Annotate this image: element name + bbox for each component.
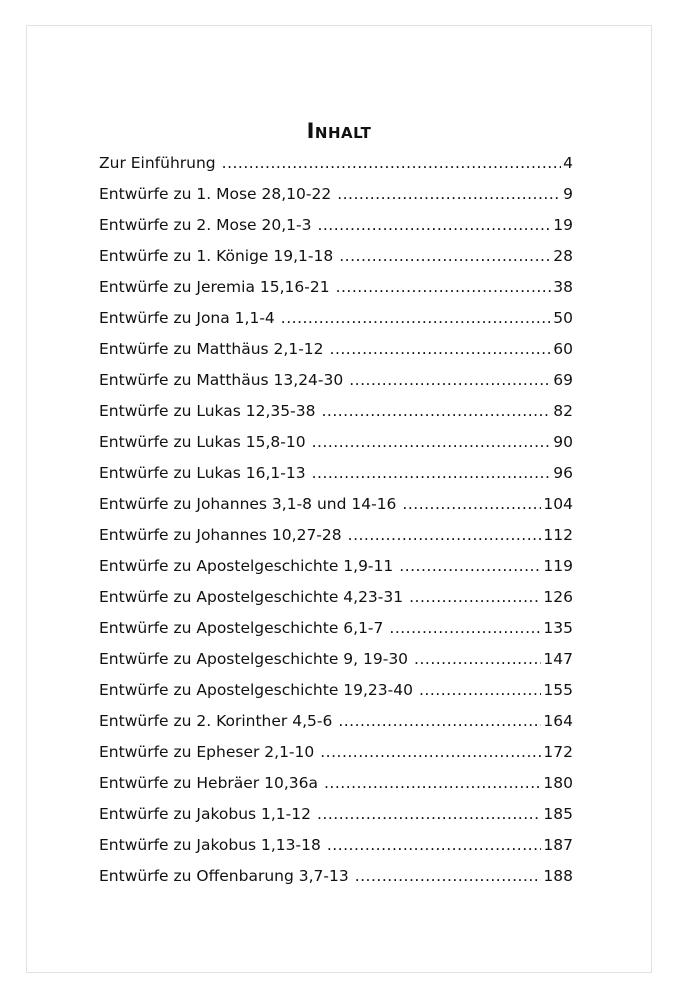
toc-entry-page-number: 187 bbox=[543, 836, 573, 854]
toc-entry bbox=[99, 867, 573, 898]
toc-entry-label: Entwürfe zu Matthäus 13,24-30 bbox=[99, 371, 344, 389]
toc-entry bbox=[99, 309, 573, 340]
toc-entry-label: Entwürfe zu Lukas 12,35-38 bbox=[99, 402, 316, 420]
toc-dot-leader bbox=[320, 743, 541, 761]
toc-entry-page-number: 180 bbox=[543, 774, 573, 792]
toc-entry bbox=[99, 743, 573, 774]
page-title: Inhalt bbox=[306, 119, 372, 143]
toc-entry-label: Entwürfe zu Epheser 2,1-10 bbox=[99, 743, 315, 761]
toc-entry bbox=[99, 588, 573, 619]
toc-entry-label: Entwürfe zu Apostelgeschichte 4,23-31 bbox=[99, 588, 404, 606]
toc-entry-page-number: 155 bbox=[543, 681, 573, 699]
toc-entry-page-number: 147 bbox=[543, 650, 573, 668]
toc-entry bbox=[99, 278, 573, 309]
toc-entry-label: Entwürfe zu Lukas 16,1-13 bbox=[99, 464, 306, 482]
toc-entry-page-number: 126 bbox=[543, 588, 573, 606]
toc-dot-leader bbox=[419, 681, 541, 699]
toc-entry bbox=[99, 340, 573, 371]
toc-entry-page-number: 82 bbox=[553, 402, 573, 420]
toc-dot-leader bbox=[317, 805, 541, 823]
toc-dot-leader bbox=[324, 774, 541, 792]
toc-entry bbox=[99, 619, 573, 650]
toc-entry bbox=[99, 495, 573, 526]
toc-entry-label: Entwürfe zu Apostelgeschichte 9, 19-30 bbox=[99, 650, 409, 668]
toc-entry bbox=[99, 402, 573, 433]
toc-entry-page-number: 9 bbox=[563, 185, 573, 203]
toc-entry-page-number: 69 bbox=[553, 371, 573, 389]
toc-entry-page-number: 185 bbox=[543, 805, 573, 823]
toc-entry-label: Entwürfe zu Matthäus 2,1-12 bbox=[99, 340, 324, 358]
toc-dot-leader bbox=[312, 433, 552, 451]
toc-entry bbox=[99, 681, 573, 712]
toc-entry-label: Entwürfe zu Jakobus 1,13-18 bbox=[99, 836, 321, 854]
toc-entry-label: Entwürfe zu Johannes 3,1-8 und 14-16 bbox=[99, 495, 397, 513]
toc-entry-page-number: 4 bbox=[563, 154, 573, 172]
toc-entry-label: Entwürfe zu Offenbarung 3,7-13 bbox=[99, 867, 349, 885]
toc-dot-leader bbox=[348, 526, 542, 544]
toc-dot-leader bbox=[339, 247, 551, 265]
toc-entry bbox=[99, 805, 573, 836]
toc-entry-label: Entwürfe zu 1. Könige 19,1-18 bbox=[99, 247, 334, 265]
toc-entry-label: Entwürfe zu 1. Mose 28,10-22 bbox=[99, 185, 332, 203]
toc-entry bbox=[99, 154, 573, 185]
toc-entry bbox=[99, 774, 573, 805]
toc-entry-label: Entwürfe zu Hebräer 10,36a bbox=[99, 774, 318, 792]
toc-entry-page-number: 96 bbox=[553, 464, 573, 482]
toc-entry-page-number: 90 bbox=[553, 433, 573, 451]
toc-dot-leader bbox=[330, 340, 552, 358]
toc-dot-leader bbox=[321, 402, 551, 420]
toc-entry-page-number: 112 bbox=[543, 526, 573, 544]
toc-entry-page-number: 188 bbox=[543, 867, 573, 885]
toc-entry-label: Entwürfe zu 2. Korinther 4,5-6 bbox=[99, 712, 333, 730]
document-page bbox=[26, 25, 652, 973]
toc-entry bbox=[99, 650, 573, 681]
toc-dot-leader bbox=[317, 216, 551, 234]
toc-dot-leader bbox=[355, 867, 542, 885]
toc-entry-label: Entwürfe zu Apostelgeschichte 19,23-40 bbox=[99, 681, 413, 699]
toc-dot-leader bbox=[338, 712, 541, 730]
toc-entry-page-number: 104 bbox=[543, 495, 573, 513]
toc-entry-label: Entwürfe zu Lukas 15,8-10 bbox=[99, 433, 306, 451]
toc-entry bbox=[99, 712, 573, 743]
toc-dot-leader bbox=[336, 278, 552, 296]
toc-entry-page-number: 135 bbox=[543, 619, 573, 637]
toc-dot-leader bbox=[414, 650, 541, 668]
toc-entry bbox=[99, 464, 573, 495]
toc-dot-leader bbox=[389, 619, 541, 637]
toc-entry bbox=[99, 216, 573, 247]
toc-dot-leader bbox=[337, 185, 561, 203]
toc-entry-label: Entwürfe zu Apostelgeschichte 1,9-11 bbox=[99, 557, 394, 575]
toc-entry-label: Entwürfe zu Jakobus 1,1-12 bbox=[99, 805, 311, 823]
toc-entry-label: Entwürfe zu Apostelgeschichte 6,1-7 bbox=[99, 619, 384, 637]
toc-entry bbox=[99, 557, 573, 588]
toc-dot-leader bbox=[399, 557, 541, 575]
table-of-contents bbox=[99, 154, 573, 898]
toc-entry-label: Entwürfe zu 2. Mose 20,1-3 bbox=[99, 216, 312, 234]
toc-entry bbox=[99, 185, 573, 216]
toc-dot-leader bbox=[409, 588, 541, 606]
toc-dot-leader bbox=[402, 495, 541, 513]
toc-entry-page-number: 164 bbox=[543, 712, 573, 730]
toc-entry-label: Entwürfe zu Jeremia 15,16-21 bbox=[99, 278, 330, 296]
toc-entry-page-number: 172 bbox=[543, 743, 573, 761]
toc-entry-page-number: 28 bbox=[553, 247, 573, 265]
toc-dot-leader bbox=[222, 154, 561, 172]
toc-entry-label: Zur Einführung bbox=[99, 154, 216, 172]
toc-entry bbox=[99, 247, 573, 278]
toc-entry-page-number: 19 bbox=[553, 216, 573, 234]
toc-dot-leader bbox=[281, 309, 551, 327]
toc-entry bbox=[99, 433, 573, 464]
toc-entry-page-number: 50 bbox=[553, 309, 573, 327]
toc-entry bbox=[99, 371, 573, 402]
toc-entry-page-number: 60 bbox=[553, 340, 573, 358]
toc-entry-page-number: 119 bbox=[543, 557, 573, 575]
toc-dot-leader bbox=[349, 371, 551, 389]
toc-entry-label: Entwürfe zu Jona 1,1-4 bbox=[99, 309, 275, 327]
toc-entry-label: Entwürfe zu Johannes 10,27-28 bbox=[99, 526, 342, 544]
toc-entry bbox=[99, 526, 573, 557]
toc-entry bbox=[99, 836, 573, 867]
toc-entry-page-number: 38 bbox=[553, 278, 573, 296]
toc-dot-leader bbox=[312, 464, 552, 482]
toc-dot-leader bbox=[327, 836, 542, 854]
